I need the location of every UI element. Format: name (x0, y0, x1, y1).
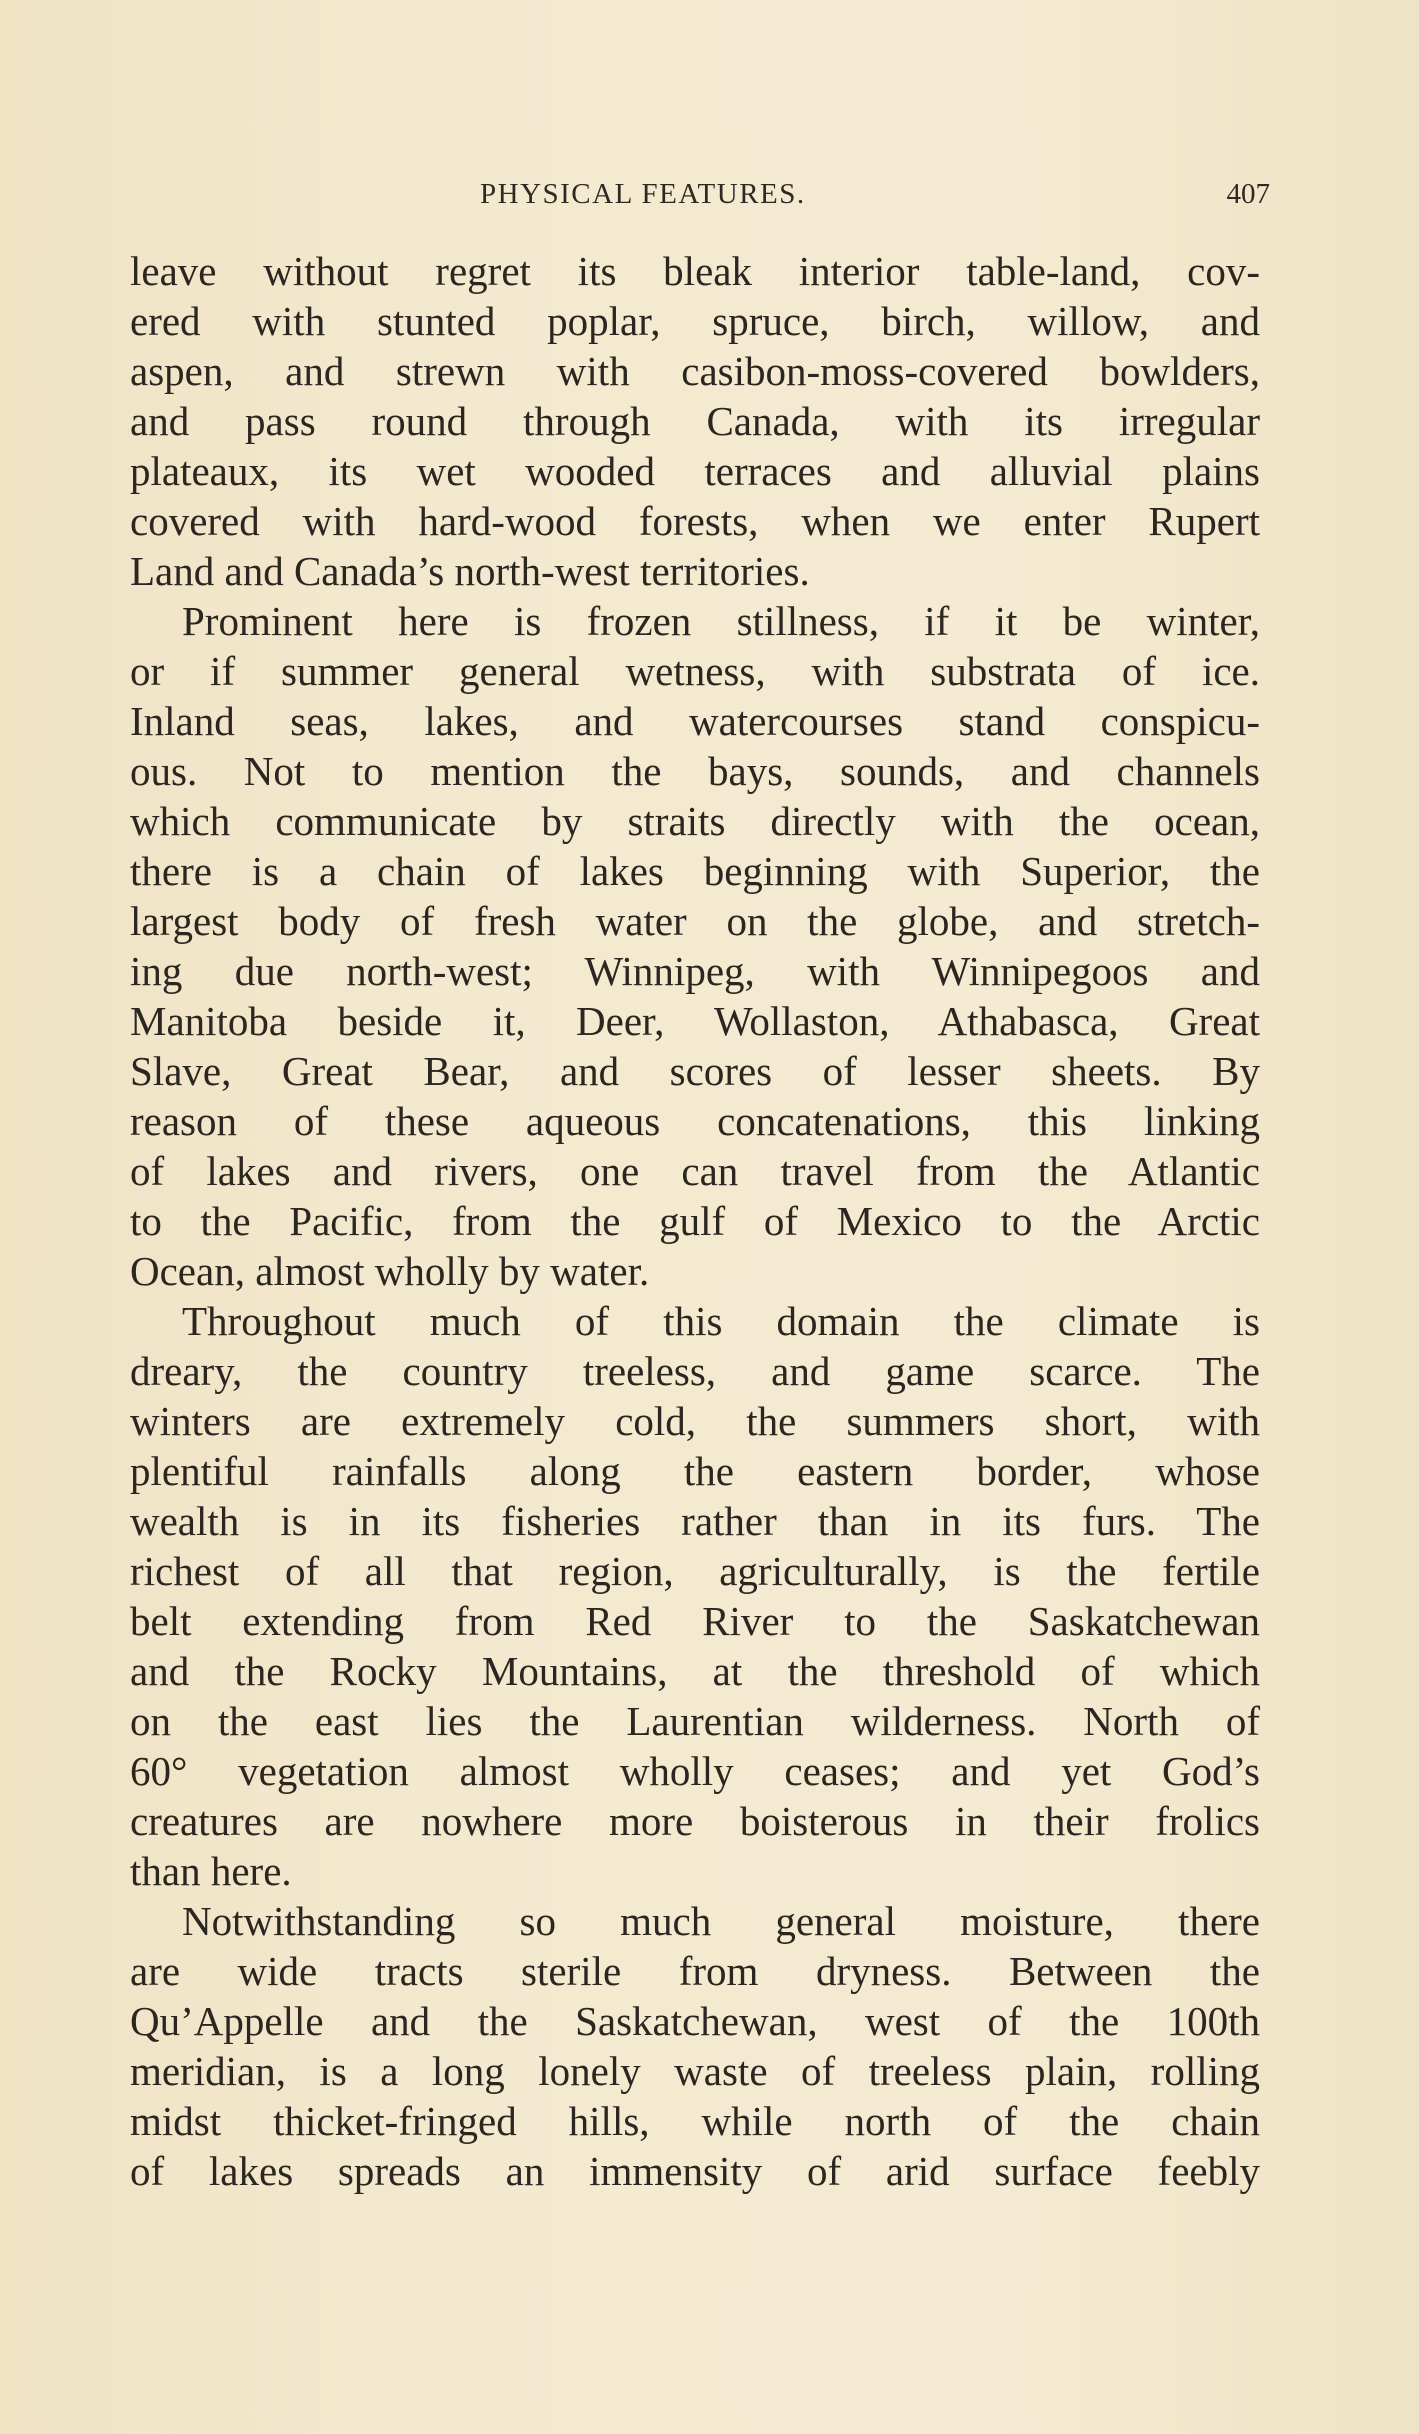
text-line: aspen, and strewn with casibon-moss-covered bowlders, (130, 348, 1260, 394)
text-line: dreary, the country treeless, and game scarce. The (130, 1348, 1260, 1394)
text-line: Throughout much of this domain the climate is (182, 1298, 1260, 1344)
running-head (130, 178, 1270, 218)
text-line: Qu’Appelle and the Saskatchewan, west of the 100th (130, 1998, 1260, 2044)
text-line: are wide tracts sterile from dryness. Between the (130, 1948, 1260, 1994)
text-line: winters are extremely cold, the summers short, with (130, 1398, 1260, 1444)
text-line: richest of all that region, agriculturally, is the fertile (130, 1548, 1260, 1594)
text-line: ered with stunted poplar, spruce, birch, willow, and (130, 298, 1260, 344)
text-line: of lakes and rivers, one can travel from the Atlantic (130, 1148, 1260, 1194)
text-line: and the Rocky Mountains, at the threshold of which (130, 1648, 1260, 1694)
text-line: ous. Not to mention the bays, sounds, and channels (130, 748, 1260, 794)
text-line: creatures are nowhere more boisterous in their frolics (130, 1798, 1260, 1844)
page-number: 407 (1226, 178, 1270, 210)
text-line: Manitoba beside it, Deer, Wollaston, Athabasca, Great (130, 998, 1260, 1044)
text-line: reason of these aqueous concatenations, this linking (130, 1098, 1260, 1144)
text-line: of lakes spreads an immensity of arid surface feebly (130, 2148, 1260, 2194)
body-text (130, 246, 1260, 2196)
text-line: and pass round through Canada, with its irregular (130, 398, 1260, 444)
text-line: which communicate by straits directly with the ocean, (130, 798, 1260, 844)
text-line: plentiful rainfalls along the eastern border, whose (130, 1448, 1260, 1494)
text-line: on the east lies the Laurentian wilderness. North of (130, 1698, 1260, 1744)
text-line: Ocean, almost wholly by water. (130, 1248, 650, 1294)
text-line: Inland seas, lakes, and watercourses stand conspicu- (130, 698, 1260, 744)
text-line: to the Pacific, from the gulf of Mexico to the Arctic (130, 1198, 1260, 1244)
text-line: plateaux, its wet wooded terraces and alluvial plains (130, 448, 1260, 494)
text-line: there is a chain of lakes beginning with Superior, the (130, 848, 1260, 894)
text-line: or if summer general wetness, with substrata of ice. (130, 648, 1260, 694)
text-line: leave without regret its bleak interior table-land, cov- (130, 248, 1260, 294)
text-line: covered with hard-wood forests, when we enter Rupert (130, 498, 1260, 544)
text-line: ing due north-west; Winnipeg, with Winnipegoos and (130, 948, 1260, 994)
text-line: wealth is in its fisheries rather than in its furs. The (130, 1498, 1260, 1544)
text-line: 60° vegetation almost wholly ceases; and yet God’s (130, 1748, 1260, 1794)
text-line: Land and Canada’s north-west territories. (130, 548, 810, 594)
text-line: than here. (130, 1848, 292, 1894)
text-line: Prominent here is frozen stillness, if it be winter, (182, 598, 1260, 644)
text-line: belt extending from Red River to the Saskatchewan (130, 1598, 1260, 1644)
running-head-title: PHYSICAL FEATURES. (480, 178, 806, 210)
text-line: midst thicket-fringed hills, while north of the chain (130, 2098, 1260, 2144)
text-line: largest body of fresh water on the globe, and stretch- (130, 898, 1260, 944)
text-line: Notwithstanding so much general moisture, there (182, 1898, 1260, 1944)
text-line: meridian, is a long lonely waste of treeless plain, rolling (130, 2048, 1260, 2094)
text-line: Slave, Great Bear, and scores of lesser sheets. By (130, 1048, 1260, 1094)
